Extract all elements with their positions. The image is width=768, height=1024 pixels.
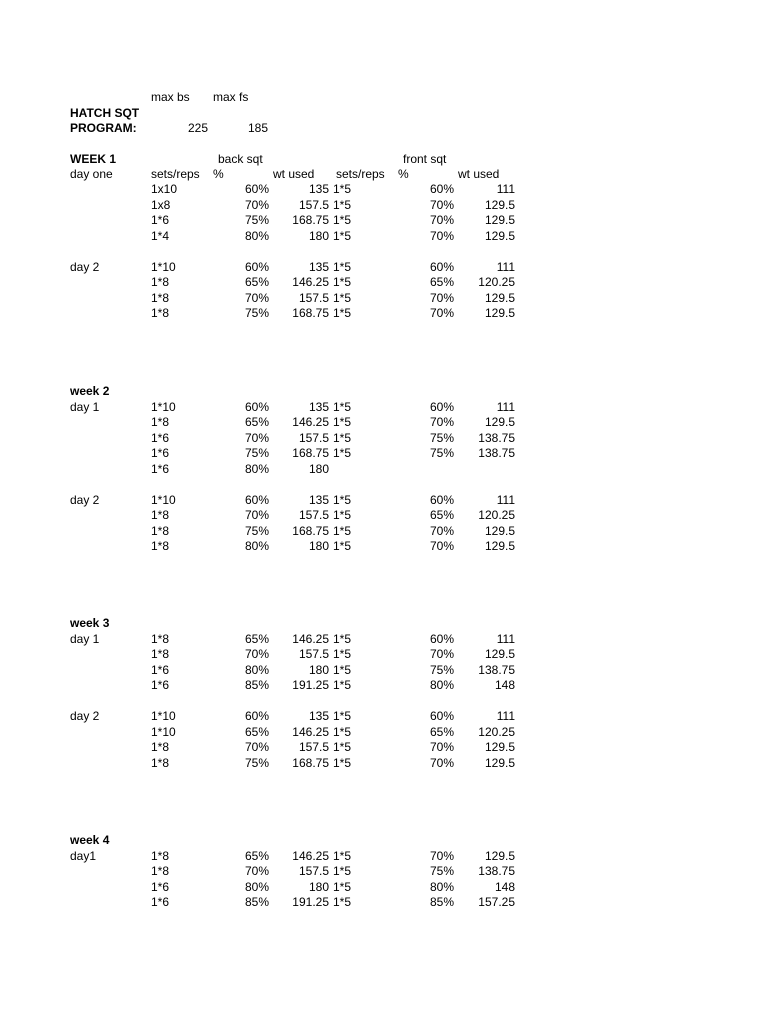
front-wt-used: 111 [496,709,515,724]
day-label: day 2 [70,709,100,724]
day-label: day one [70,167,113,181]
back-sets-reps: 1*8 [151,849,170,863]
back-pct: 70% [244,647,269,662]
back-pct: 65% [244,632,269,646]
front-pct: 70% [429,290,454,305]
back-sets-reps: 1*10 [151,400,176,414]
back-pct: 65% [244,415,269,430]
front-wt-used: 111 [496,182,515,197]
program-title-line2: PROGRAM: [70,121,137,135]
max-fs-label: max fs [213,90,249,104]
front-wt-used: 111 [496,492,515,507]
front-wt-used: 129.5 [484,415,515,430]
front-sets-reps: 1*5 [333,523,352,538]
back-wt-used: 157.5 [298,647,329,662]
front-sets-reps: 1*5 [333,709,352,724]
table-row [0,725,768,740]
back-sets-reps: 1*8 [151,740,170,755]
front-pct: 60% [429,632,454,646]
back-wt-used: 146.25 [292,275,329,290]
table-row [0,198,768,213]
front-sets-reps: 1*5 [333,647,352,662]
back-pct: 80% [244,228,269,243]
back-wt-used: 146.25 [292,724,329,739]
back-wt-used: 168.75 [292,213,329,228]
front-wt-used: 148 [494,879,515,894]
front-wt-used: 129.5 [484,740,515,755]
back-pct: 70% [244,740,269,755]
back-sets-reps: 1*6 [151,678,170,693]
front-pct: 70% [429,849,454,863]
front-pct: 75% [429,662,454,677]
front-pct: 60% [429,709,454,724]
front-pct: 75% [429,430,454,445]
back-wt-used: 191.25 [292,895,329,910]
back-wt-used: 180 [308,662,329,677]
back-wt-used: 180 [308,879,329,894]
table-row [0,462,768,477]
front-pct: 70% [429,523,454,538]
front-pct: 80% [429,879,454,894]
front-sets-reps: 1*5 [333,492,352,507]
back-sets-reps: 1*6 [151,430,170,445]
back-pct: 70% [244,290,269,305]
table-row [0,493,768,508]
back-pct: 80% [244,539,269,554]
back-wt-used: 157.5 [298,197,329,212]
back-sets-reps: 1*8 [151,290,170,305]
max-fs-value: 185 [247,121,268,135]
sets-reps-header: sets/reps [151,167,200,181]
table-row [0,431,768,446]
front-wt-used: 129.5 [484,197,515,212]
front-sets-reps: 1*5 [333,228,352,243]
front-wt-used: 138.75 [478,446,515,461]
table-row [0,647,768,662]
table-row [0,756,768,771]
back-sets-reps: 1*6 [151,213,170,228]
wt-used-header: wt used [273,167,315,181]
front-pct: 70% [429,306,454,321]
back-pct: 60% [244,259,269,274]
front-sets-reps: 1*5 [333,508,352,523]
wt-used-header-front: wt used [458,167,500,181]
front-sets-reps: 1*5 [333,259,352,274]
front-sets-reps: 1*5 [333,724,352,739]
week-title: week 3 [70,616,110,630]
week-title: week 2 [70,384,110,398]
back-wt-used: 157.5 [298,740,329,755]
back-wt-used: 135 [308,492,329,507]
table-row [0,524,768,539]
back-sets-reps: 1*6 [151,461,170,476]
day-label: day 1 [70,400,100,414]
front-pct: 70% [429,647,454,662]
back-sets-reps: 1*8 [151,306,170,321]
front-wt-used: 129.5 [484,849,515,863]
back-wt-used: 180 [308,228,329,243]
front-sets-reps: 1*5 [333,662,352,677]
day-label: day 2 [70,259,100,274]
back-pct: 85% [244,895,269,910]
front-sets-reps: 1*5 [333,755,352,770]
table-row [0,477,768,492]
back-sets-reps: 1*8 [151,415,170,430]
back-pct: 60% [244,400,269,414]
front-sets-reps: 1*5 [333,400,352,414]
front-wt-used: 120.25 [478,508,515,523]
front-sets-reps: 1*5 [333,849,352,863]
back-wt-used: 168.75 [292,446,329,461]
back-sets-reps: 1*10 [151,492,176,507]
back-pct: 70% [244,508,269,523]
front-sets-reps: 1*5 [333,895,352,910]
back-pct: 80% [244,662,269,677]
front-wt-used: 111 [496,400,515,414]
max-bs-value: 225 [187,121,208,135]
front-wt-used: 111 [496,632,515,646]
front-wt-used: 157.25 [478,895,515,910]
front-pct: 60% [429,182,454,197]
back-pct: 60% [244,492,269,507]
back-pct: 70% [244,197,269,212]
back-wt-used: 146.25 [292,849,329,863]
back-sets-reps: 1*6 [151,662,170,677]
front-sets-reps: 1*5 [333,539,352,554]
back-wt-used: 157.5 [298,864,329,879]
back-wt-used: 157.5 [298,430,329,445]
table-row [0,244,768,259]
back-sets-reps: 1x8 [151,197,171,212]
front-pct: 65% [429,724,454,739]
front-wt-used: 138.75 [478,430,515,445]
front-wt-used: 129.5 [484,228,515,243]
front-pct: 70% [429,228,454,243]
back-wt-used: 135 [308,182,329,197]
back-sets-reps: 1*6 [151,895,170,910]
front-sets-reps: 1*5 [333,740,352,755]
back-pct: 85% [244,678,269,693]
back-sets-reps: 1*10 [151,709,176,724]
table-row [0,880,768,895]
table-row [0,709,768,724]
day-label: day 2 [70,492,100,507]
back-sets-reps: 1*8 [151,864,170,879]
back-pct: 75% [244,523,269,538]
back-wt-used: 146.25 [292,632,329,646]
back-sets-reps: 1*8 [151,275,170,290]
front-wt-used: 148 [494,678,515,693]
front-pct: 65% [429,508,454,523]
week-title: WEEK 1 [70,152,117,166]
front-wt-used: 129.5 [484,647,515,662]
back-wt-used: 135 [308,259,329,274]
back-pct: 75% [244,213,269,228]
table-row [0,306,768,321]
back-sqt-header: back sqt [218,152,263,166]
back-pct: 65% [244,724,269,739]
table-row [0,213,768,228]
back-wt-used: 157.5 [298,508,329,523]
table-row [0,895,768,910]
front-pct: 75% [429,446,454,461]
front-sets-reps: 1*5 [333,879,352,894]
back-sets-reps: 1*8 [151,523,170,538]
table-row [0,446,768,461]
back-wt-used: 191.25 [292,678,329,693]
day-label: day 1 [70,632,100,646]
table-row [0,694,768,709]
front-sets-reps: 1*5 [333,678,352,693]
table-row [0,508,768,523]
front-pct: 75% [429,864,454,879]
back-pct: 65% [244,275,269,290]
front-sets-reps: 1*5 [333,275,352,290]
front-pct: 60% [429,492,454,507]
table-row [0,182,768,197]
pct-header-front: % [398,167,409,181]
front-pct: 65% [429,275,454,290]
table-row [0,849,768,864]
table-row [0,229,768,244]
max-bs-label: max bs [151,90,190,104]
front-sets-reps: 1*5 [333,213,352,228]
front-sets-reps: 1*5 [333,197,352,212]
front-sets-reps: 1*5 [333,290,352,305]
back-pct: 80% [244,461,269,476]
front-wt-used: 129.5 [484,213,515,228]
table-row [0,291,768,306]
back-wt-used: 146.25 [292,415,329,430]
back-sets-reps: 1*6 [151,446,170,461]
day-label: day1 [70,849,97,863]
table-row [0,663,768,678]
front-sets-reps: 1*5 [333,632,352,646]
front-wt-used: 120.25 [478,275,515,290]
back-pct: 70% [244,430,269,445]
front-wt-used: 129.5 [484,290,515,305]
table-row [0,275,768,290]
front-pct: 70% [429,740,454,755]
front-pct: 60% [429,400,454,414]
back-wt-used: 180 [308,461,329,476]
front-pct: 85% [429,895,454,910]
back-pct: 65% [244,849,269,863]
front-wt-used: 120.25 [478,724,515,739]
front-wt-used: 129.5 [484,306,515,321]
back-sets-reps: 1*6 [151,879,170,894]
back-pct: 60% [244,182,269,197]
table-row [0,167,768,182]
front-pct: 70% [429,755,454,770]
back-sets-reps: 1*8 [151,755,170,770]
back-sets-reps: 1*4 [151,228,170,243]
table-row [0,415,768,430]
back-sets-reps: 1*10 [151,259,176,274]
table-row [0,539,768,554]
back-sets-reps: 1*8 [151,632,170,646]
back-wt-used: 157.5 [298,290,329,305]
front-sets-reps: 1*5 [333,430,352,445]
front-sets-reps: 1*5 [333,415,352,430]
back-pct: 70% [244,864,269,879]
back-wt-used: 168.75 [292,306,329,321]
front-pct: 80% [429,678,454,693]
program-title: HATCH SQT [70,106,140,120]
table-row [0,400,768,415]
back-wt-used: 180 [308,539,329,554]
back-wt-used: 168.75 [292,755,329,770]
back-sets-reps: 1*8 [151,508,170,523]
back-sets-reps: 1*8 [151,539,170,554]
front-pct: 60% [429,259,454,274]
front-wt-used: 138.75 [478,864,515,879]
table-row [0,678,768,693]
back-pct: 80% [244,879,269,894]
front-pct: 70% [429,213,454,228]
back-wt-used: 135 [308,400,329,414]
table-row [0,740,768,755]
front-wt-used: 129.5 [484,755,515,770]
back-sets-reps: 1*10 [151,724,176,739]
back-sets-reps: 1*8 [151,647,170,662]
back-sets-reps: 1x10 [151,182,178,197]
back-pct: 75% [244,755,269,770]
table-row [0,260,768,275]
back-pct: 75% [244,446,269,461]
front-wt-used: 129.5 [484,539,515,554]
front-wt-used: 138.75 [478,662,515,677]
front-sets-reps: 1*5 [333,306,352,321]
back-wt-used: 135 [308,709,329,724]
front-sqt-header: front sqt [403,152,447,166]
week-title: week 4 [70,833,110,847]
front-sets-reps: 1*5 [333,864,352,879]
front-sets-reps: 1*5 [333,182,352,197]
front-pct: 70% [429,415,454,430]
table-row [0,864,768,879]
front-wt-used: 129.5 [484,523,515,538]
back-pct: 60% [244,709,269,724]
table-row [0,632,768,647]
sets-reps-header-front: sets/reps [336,167,385,181]
front-pct: 70% [429,539,454,554]
back-wt-used: 168.75 [292,523,329,538]
back-pct: 75% [244,306,269,321]
front-pct: 70% [429,197,454,212]
pct-header: % [213,167,224,181]
front-wt-used: 111 [496,259,515,274]
front-sets-reps: 1*5 [333,446,352,461]
